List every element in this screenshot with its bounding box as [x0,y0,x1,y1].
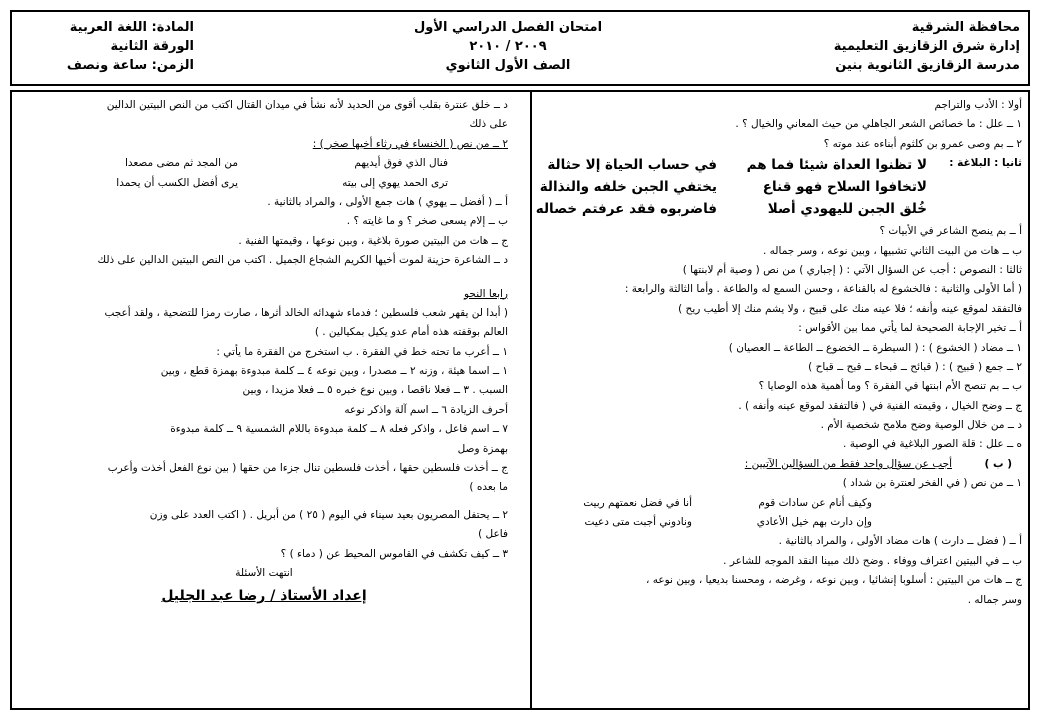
spacer [20,498,508,506]
section-literature-title: أولا : الأدب والتراجم [934,99,1022,111]
poem-verse-row [544,513,1022,532]
question-line: ج ــ هات من البيتين صورة بلاغية ، وبين نوعها ، وقيمتها الفنية . [238,234,508,247]
question-line: ج ــ وضح الخيال ، وقيمته الفنية في ( فالتفقد لموقع عينه وأنفه ) . [738,399,1022,412]
rhetoric-verse-row [544,154,1022,176]
header-school-info [834,18,1020,75]
question-line: د ــ من خلال الوصية وضح ملامح شخصية الأم . [820,419,1022,432]
passage-line: العالم بوقفته هذه أمام عدو يكيل بمكيالين . ) [314,326,508,339]
question-line: ١ ــ علل : ما خصائص الشعر الجاهلي من حيث المعاني والخيال ؟ . [735,118,1022,131]
section-texts-title: ثالثا : النصوص : أجب عن السؤال الآتي : ( إجباري ) من نص ( وصية أم لابنتها ) [682,263,1022,276]
poem-verse-row [20,154,508,173]
header-exam-info [408,18,608,75]
header-administration: إدارة شرق الزقازيق التعليمية [833,39,1020,54]
header-exam-title: امتحان الفصل الدراسي الأول [413,20,603,35]
question-line: السبب . ٣ ــ فعلا ناقصا ، وبين نوع خبره ٥ ــ فعلا مزيدا ، وبين [242,384,508,397]
passage-line: ( أبدا لن يقهر شعب فلسطين ؛ فدماء شهدائه الخالد أثرها ، صارت رمزا للتضحية ، ولقد أعجب [104,306,508,319]
verse-hemistich: فاضربوه فقد عرفتم خصاله [535,201,717,218]
verse-hemistich: لا تظنوا العداة شيئا فما هم [746,157,927,174]
question-line: ٧ ــ اسم فاعل ، واذكر فعله ٨ ــ كلمة مبدوءة باللام الشمسية ٩ ــ كلمة مبدوءة [170,423,508,436]
question-line: أ ــ ( أفضل ــ يهوي ) هات جمع الأولى ، والمراد بالثانية . [267,195,508,208]
header-subject: المادة: اللغة العربية [69,20,194,35]
question-line: ب ــ بم تنصح الأم ابنتها في الفقرة ؟ وما أهمية هذه الوصايا ؟ [758,380,1022,393]
verse-hemistich: لاتخافوا السلاح فهو قناع [762,179,927,196]
section-rhetoric-title: ثانيا : البلاغة : [949,157,1022,170]
question-line: ما بعده ) [469,481,508,494]
question-line: أ ــ تخير الإجابة الصحيحة لما يأتي مما بين الأقواس : [798,322,1022,335]
right-column [535,96,1022,610]
teacher-signature: إعداد الأستاذ / رضا عبد الجليل [161,588,367,605]
header-paper: الورقة الثانية [110,39,194,54]
question-line: وسر جماله . [967,593,1022,606]
verse-hemistich: من المجد ثم مضى مصعدا [124,157,238,170]
question-line: على ذلك [469,118,508,131]
question-line: ب ــ هات من البيت الثاني تشبيها ، وبين نوعه ، وسر جماله . [762,244,1022,257]
question-line: ج ــ هات من البيتين : أسلوبا إنشائيا ، وبين نوعه ، وغرضه ، ومحسنا بديعيا ، وبين نوعه ، [646,574,1022,587]
question-line: ٣ ــ كيف تكشف في القاموس المحيط عن ( دماء ) ؟ [280,547,508,560]
verse-hemistich: ترى الحمد يهوي إلى بيته [342,176,448,189]
spacer [20,271,508,285]
rhetoric-verse-row [539,176,1022,198]
question-line: ه ــ علل : قلة الصور البلاغية في الوصية . [843,438,1022,451]
header-duration: الزمن: ساعة ونصف [66,58,194,73]
header-governorate: محافظة الشرقية [911,20,1020,35]
section-grammar-title: رابعا النحو [464,287,508,300]
header-subject-info [24,18,194,75]
header-school: مدرسة الزقازيق الثانوية بنين [835,58,1020,73]
question-line: ٢ ــ بم وصى عمرو بن كلثوم أبناءه عند موته ؟ [823,137,1022,150]
verse-hemistich: يختفي الجبن خلفه والنذالة [539,179,717,196]
question-line: بهمزة وصل [457,442,508,455]
question-line: د ــ خلق عنترة بقلب أقوى من الحديد لأنه نشأ في ميدان القتال اكتب من النص البيتين الدالين [106,99,508,111]
end-of-questions: انتهت الأسئلة [235,566,293,579]
section-b-heading [544,455,1022,474]
passage-line: ( أما الأولى والثانية : فالخشوع له بالقناعة ، وحسن السمع له والطاعة . وأما الثالثة والرابعة : [624,283,1022,296]
verse-hemistich: ونادوني أجبت متى دعيت [584,516,692,529]
question-line: ١ ــ من نص ( في الفخر لعنترة بن شداد ) [842,477,1022,490]
question-line: أ ــ بم ينصح الشاعر في الأبيات ؟ [879,225,1022,238]
question-line: ب ــ إلام يسعى صخر ؟ و ما غايته ؟ . [346,215,508,228]
question-line: د ــ الشاعرة حزينة لموت أخيها الكريم الشجاع الجميل . اكتب من النص البيتين الدالين على ذلك [97,254,508,267]
question-line: أ ــ ( فضل ــ دارت ) هات مضاد الأولى ، والمراد بالثانية . [778,535,1022,548]
question-line: ١ ــ أعرب ما تحته خط في الفقرة . ب استخرج من الفقرة ما يأتي : [216,345,508,358]
question-line: ٢ ــ من نص ( الخنساء في رثاء أخيها صخر ) : [312,137,508,150]
verse-hemistich: أنا في فضل نعمتهم ربيت [583,496,692,509]
verse-hemistich: وكيف أنام عن سادات قوم [758,496,872,509]
verse-hemistich: يرى أفضل الكسب أن يحمدا [116,176,238,189]
verse-hemistich: فنال الذي فوق أيديهم [354,157,448,170]
question-line: ١ ــ مضاد ( الخشوع ) : ( السيطرة ــ الخضوع ــ الطاعة ــ العصيان ) [728,341,1022,354]
rhetoric-verse-row [535,198,1022,222]
question-line: ج ــ أخذت فلسطين حقها ، أخذت فلسطين تنال جزءا من حقها ( بين نوع الفعل أخذت وأعرب [107,462,508,475]
header-grade: الصف الأول الثانوي [445,58,571,73]
question-line: أحرف الزيادة ٦ ــ اسم آلة واذكر نوعه [344,403,508,416]
verse-hemistich: خُلق الجبن لليهودي أصلا [767,201,927,218]
question-line: فاعل ) [478,528,508,541]
question-line: ١ ــ اسما هيئة ، وزنه ٢ ــ مصدرا ، وبين نوعه ٤ ــ كلمة مبدوءة بهمزة قطع ، وبين [160,365,508,378]
verse-hemistich: وإن دارت بهم خيل الأعادي [756,516,872,529]
passage-line: فالتفقد لموقع عينه وأنفه ؛ فلا عينه منك على قبيح ، ولا يشم منك إلا أطيب ريح ) [678,302,1022,315]
section-b-instruction: أجب عن سؤال واحد فقط من السؤالين الآتيين : [744,457,952,470]
poem-verse-row [20,174,508,193]
header-year: ٢٠٠٩ / ٢٠١٠ [469,39,547,54]
section-b-label: ( ب ) [984,457,1012,470]
poem-verse-row [544,494,1022,513]
question-line: ٢ ــ يحتفل المصريون بعيد سيناء في اليوم ( ٢٥ ) من أبريل . ( اكتب العدد على وزن [149,508,508,521]
question-line: ب ــ في البيتين اعتراف ووفاء . وضح ذلك مبينا النقد الموجه للشاعر . [723,554,1022,567]
verse-hemistich: في حساب الحياة إلا حثالة [547,157,717,174]
left-column [20,96,508,607]
exam-header [10,10,1030,86]
question-line: ٢ ــ جمع ( قبيح ) : ( قبائح ــ قبحاء ــ قبح ــ قباح ) [808,360,1022,373]
column-divider [530,90,532,710]
